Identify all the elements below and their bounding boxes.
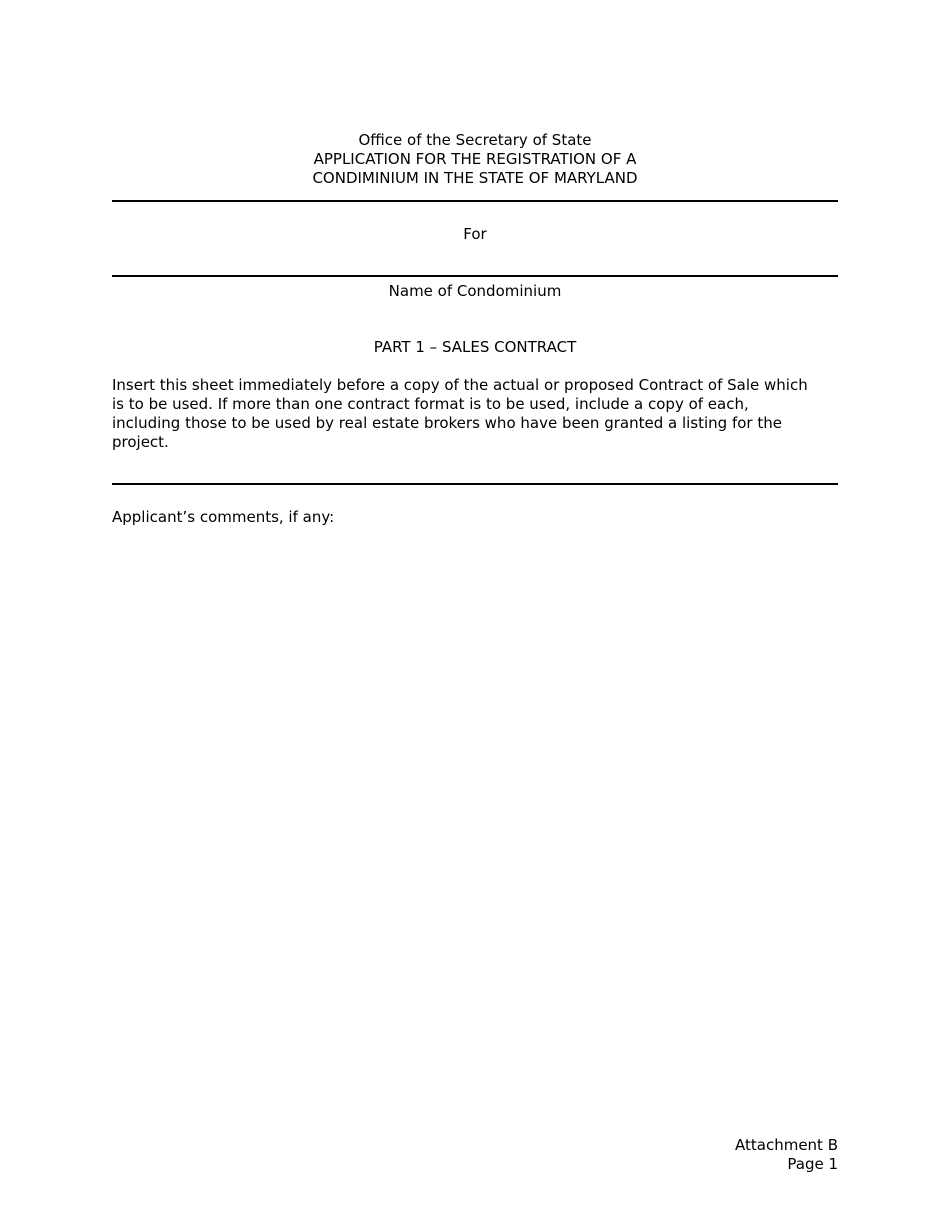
instructions-line: Insert this sheet immediately before a copy of the actual or proposed Contract of Sale which: [112, 376, 808, 394]
instructions-paragraph: [112, 376, 842, 452]
page-footer: [735, 1136, 838, 1174]
header-office-line: Office of the Secretary of State: [358, 131, 592, 149]
condominium-name-line: [112, 275, 838, 277]
page-number: Page 1: [787, 1155, 838, 1173]
header-state-line: CONDIMINIUM IN THE STATE OF MARYLAND: [312, 169, 638, 187]
instructions-line: including those to be used by real estate brokers who have been granted a listing for the: [112, 414, 782, 432]
header-divider: [112, 200, 838, 202]
applicant-comments-label: Applicant’s comments, if any:: [112, 508, 335, 526]
header-application-line: APPLICATION FOR THE REGISTRATION OF A: [313, 150, 637, 168]
for-label: For: [463, 225, 487, 243]
document-header: [112, 131, 838, 188]
condominium-name-label: Name of Condominium: [388, 282, 562, 300]
attachment-label: Attachment B: [735, 1136, 838, 1154]
instructions-line: is to be used. If more than one contract format is to be used, include a copy of each,: [112, 395, 749, 413]
instructions-line: project.: [112, 433, 169, 451]
part-title: PART 1 – SALES CONTRACT: [373, 338, 577, 356]
instructions-divider: [112, 483, 838, 485]
